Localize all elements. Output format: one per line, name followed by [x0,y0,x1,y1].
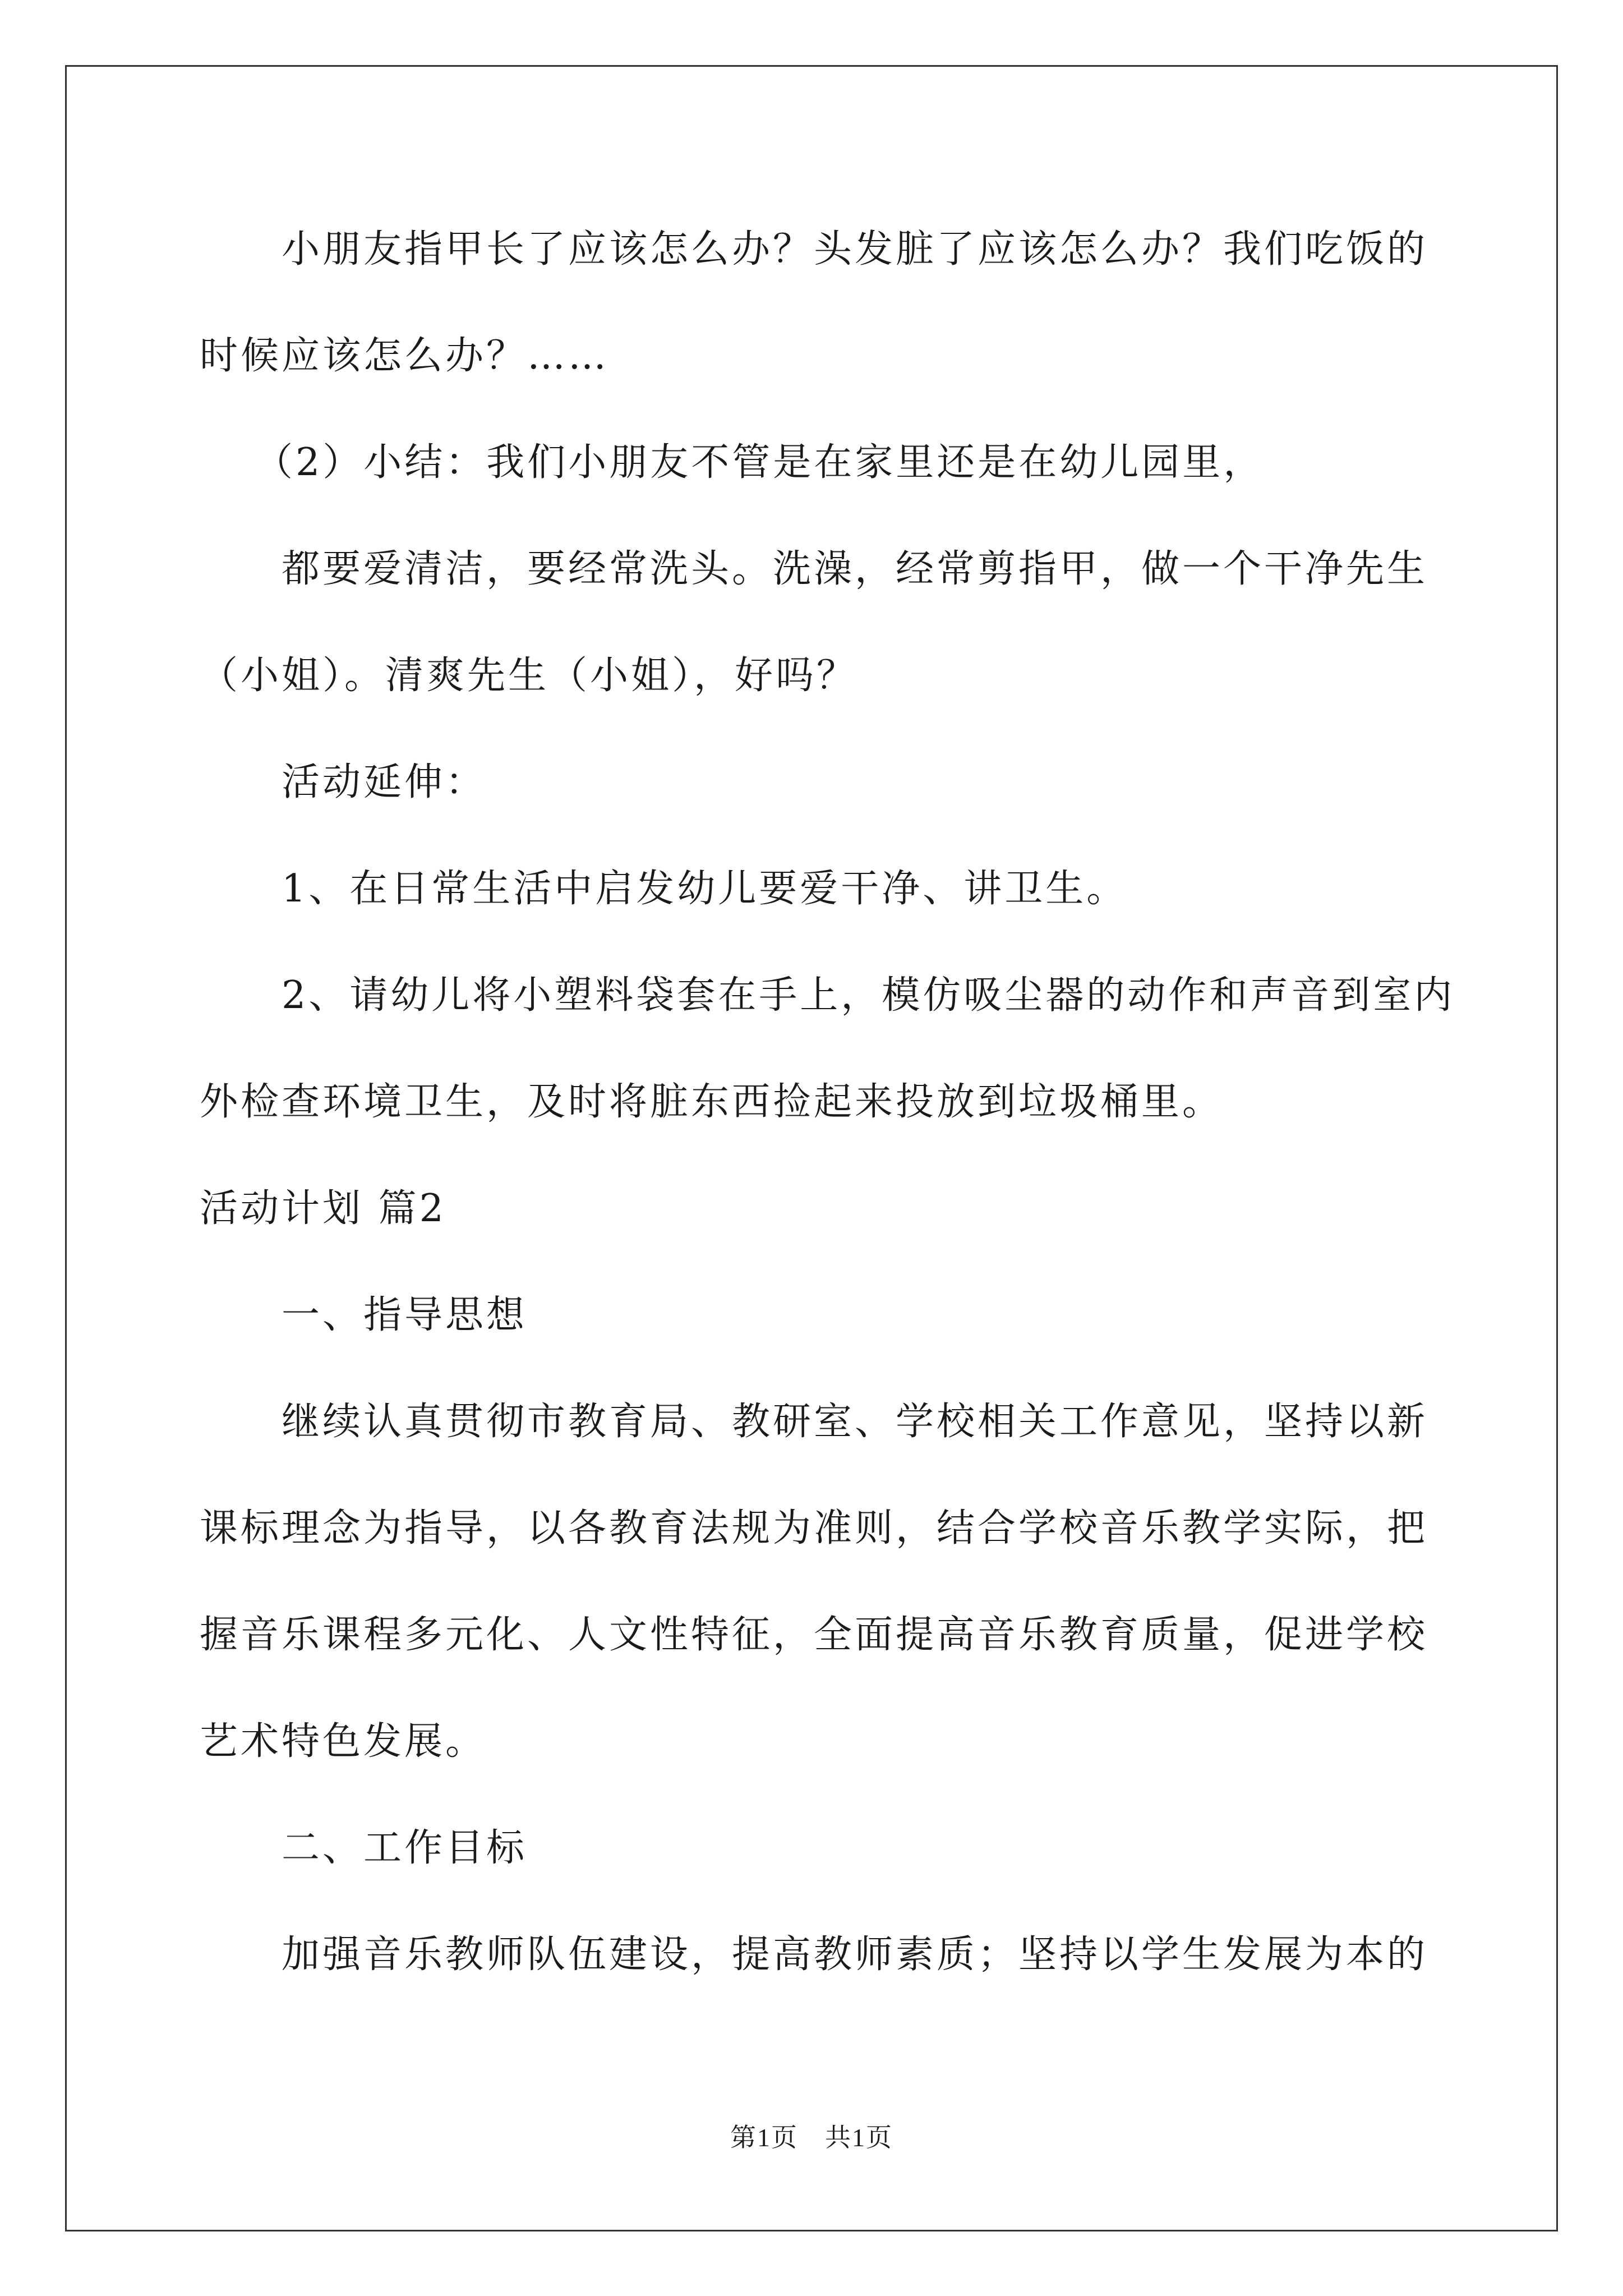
paragraph-line: 2、请幼儿将小塑料袋套在手上，模仿吸尘器的动作和声音到室内 [282,973,1455,1018]
page-number-footer: 第1页 共1页 [730,2123,893,2152]
paragraph-line: 握音乐课程多元化、人文性特征，全面提高音乐教育质量，促进学校 [200,1613,1428,1657]
paragraph-line: 加强音乐教师队伍建设，提高教师素质；坚持以学生发展为本的 [282,1932,1428,1977]
paragraph-line: 都要爱清洁，要经常洗头。洗澡，经常剪指甲，做一个干净先生 [282,547,1428,591]
paragraph-line: 继续认真贯彻市教育局、教研室、学校相关工作意见，坚持以新 [282,1400,1428,1444]
paragraph-line: 1、在日常生活中启发幼儿要爱干净、讲卫生。 [282,867,1128,911]
paragraph-line: （2）小结：我们小朋友不管是在家里还是在幼儿园里， [255,440,1265,485]
paragraph-line: 小朋友指甲长了应该怎么办？头发脏了应该怎么办？我们吃饭的 [282,227,1428,272]
paragraph-line: 外检查环境卫生，及时将脏东西捡起来投放到垃圾桶里。 [200,1080,1224,1124]
subsection-heading: 一、指导思想 [282,1293,528,1337]
paragraph-line: 艺术特色发展。 [200,1719,487,1764]
paragraph-line: 课标理念为指导，以各教育法规为准则，结合学校音乐教学实际，把 [200,1506,1428,1550]
paragraph-line: 时候应该怎么办？…… [200,334,610,378]
paragraph-line: 活动延伸： [282,760,487,804]
page-border [65,65,1558,2231]
paragraph-line: （小姐）。清爽先生（小姐），好吗？ [200,654,858,698]
section-heading: 活动计划 篇2 [200,1186,446,1231]
subsection-heading: 二、工作目标 [282,1826,528,1870]
